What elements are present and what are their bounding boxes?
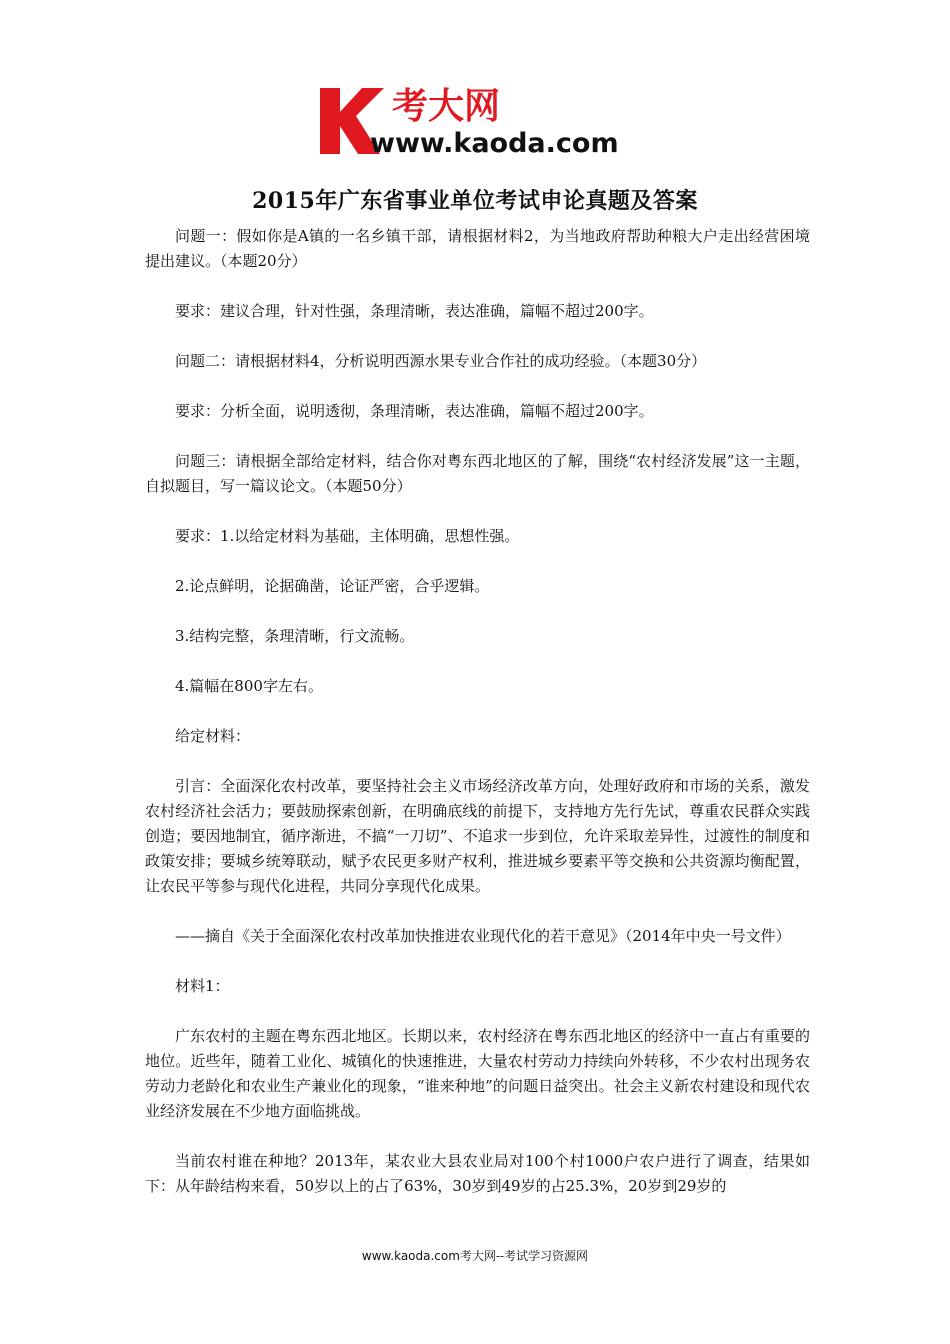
question-3: 问题三：请根据全部给定材料，结合你对粤东西北地区的了解，围绕“农村经济发展”这一主题，自拟题目，写一篇议论文。（本题50分） [145, 452, 810, 495]
materials-heading: 给定材料： [175, 727, 251, 745]
question-1: 问题一：假如你是A镇的一名乡镇干部，请根据材料2，为当地政府帮助种粮大户走出经营困境提出建议。（本题20分） [145, 227, 810, 270]
question-2: 问题二：请根据材料4，分析说明西源水果专业合作社的成功经验。（本题30分） [175, 352, 707, 370]
kaoda-logo [318, 80, 638, 160]
footer-text: 考大网--考试学习资源网 [459, 1249, 589, 1263]
material-1-paragraph-1: 广东农村的主题在粤东西北地区。长期以来，农村经济在粤东西北地区的经济中一直占有重要的地位。近些年，随着工业化、城镇化的快速推进，大量农村劳动力持续向外转移，不少农村出现务农劳动力老龄化和农业生产兼业化的现象，“谁来种地”的问题日益突出。社会主义新农村建设和现代农业经济发展在不少地方面临挑战。 [145, 1027, 810, 1120]
material-1-paragraph-2: 当前农村谁在种地？2013年，某农业大县农业局对100个村1000户农户进行了调查，结果如下：从年龄结构来看，50岁以上的占了63%，30岁到49岁的占25.3%，20岁到29岁的 [145, 1152, 810, 1195]
introduction-paragraph: 引言：全面深化农村改革，要坚持社会主义市场经济改革方向，处理好政府和市场的关系，激发农村经济社会活力；要鼓励探索创新，在明确底线的前提下，支持地方先行先试，尊重农民群众实践创造；要因地制宜，循序渐进，不搞“一刀切”、不追求一步到位，允许采取差异性，过渡性的制度和政策安排；要城乡统筹联动，赋予农民更多财产权利，推进城乡要素平等交换和公共资源均衡配置，让农民平等参与现代化进程，共同分享现代化成果。 [145, 777, 810, 895]
logo-brand-text: 考大网 [392, 86, 501, 127]
kaoda-logo-graphic [318, 80, 638, 160]
requirement-2: 要求：分析全面，说明透彻，条理清晰，表达准确，篇幅不超过200字。 [175, 402, 654, 420]
document-body [145, 224, 810, 1199]
requirement-1: 要求：建议合理，针对性强，条理清晰，表达准确，篇幅不超过200字。 [175, 302, 654, 320]
source-citation: ——摘自《关于全面深化农村改革加快推进农业现代化的若干意见》（2014年中央一号文件） [175, 927, 791, 945]
logo-url-text: www.kaoda.com [370, 128, 619, 159]
requirement-3-item-4: 4.篇幅在800字左右。 [175, 677, 323, 695]
page-footer [0, 1247, 950, 1264]
requirement-3-item-3: 3.结构完整，条理清晰，行文流畅。 [175, 627, 415, 645]
requirement-3-item-2: 2.论点鲜明，论据确凿，论证严密，合乎逻辑。 [175, 577, 490, 595]
material-1-heading: 材料1： [175, 977, 230, 995]
document-title: 2015年广东省事业单位考试申论真题及答案 [252, 188, 698, 214]
footer-url: www.kaoda.com [361, 1249, 460, 1263]
requirement-3-item-1: 要求：1.以给定材料为基础，主体明确，思想性强。 [175, 527, 520, 545]
